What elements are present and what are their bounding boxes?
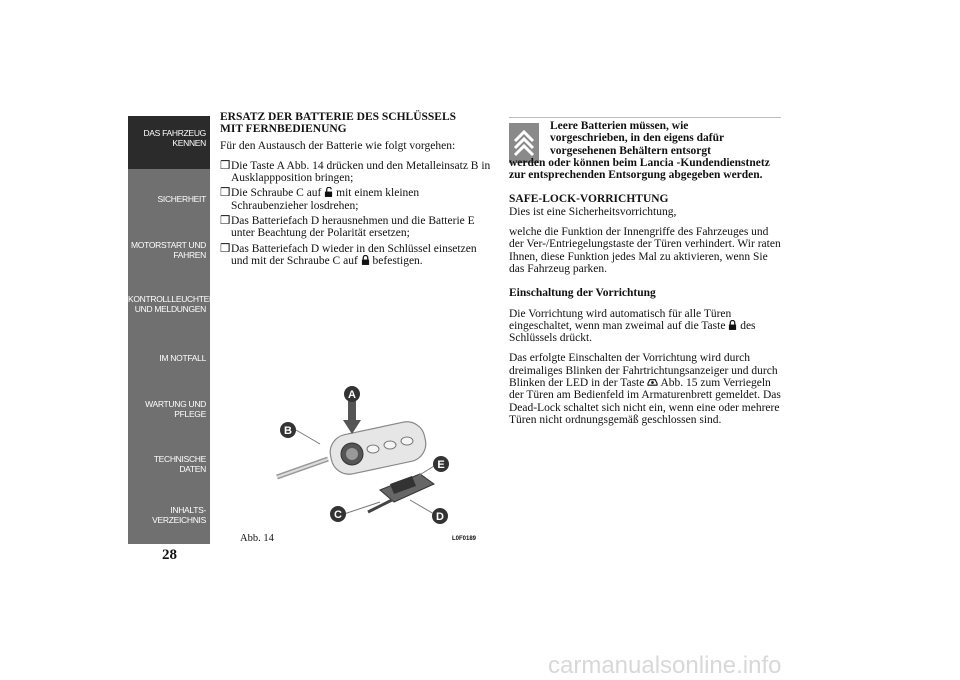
right-column <box>509 120 781 434</box>
tab-motorstart-und-fahren[interactable]: MOTORSTART UND FAHREN <box>131 240 206 260</box>
car-lock-icon <box>647 377 658 387</box>
checkbox-bullet: ❒ <box>220 187 231 200</box>
activation-text: Die Vorrichtung wird automatisch für alle Türen eingeschaltet, wenn man zweimal auf die Taste des Schlüssels drückt. <box>509 307 756 345</box>
label-c: C <box>334 509 342 521</box>
activation-heading: Einschaltung der Vorrichtung <box>509 287 656 300</box>
figure-caption: Abb. 14 <box>240 533 274 544</box>
label-b: B <box>284 425 292 437</box>
tab-kontrollleuchten[interactable]: KONTROLLLEUCHTEN UND MELDUNGEN <box>128 294 215 314</box>
lock-icon <box>728 320 737 330</box>
tab-inhaltsverzeichnis[interactable]: INHALTS- VERZEICHNIS <box>152 505 206 525</box>
warning-rule <box>509 117 781 118</box>
label-d: D <box>436 511 444 523</box>
label-a: A <box>348 389 356 401</box>
tab-technische-daten[interactable]: TECHNISCHE DATEN <box>153 454 206 474</box>
list-item: ❒ Das Batteriefach D wieder in den Schlüssel einsetzen und mit der Schraube C auf befestigen. <box>220 242 477 267</box>
safelock-intro: Dies ist eine Sicherheitsvorrichtung, <box>509 205 677 218</box>
label-e: E <box>437 459 445 471</box>
tab-im-notfall[interactable]: IM NOTFALL <box>159 353 206 363</box>
checkbox-bullet: ❒ <box>220 159 231 172</box>
list-item: ❒ Die Taste A Abb. 14 drücken und den Metalleinsatz B in Ausklappposition bringen; <box>220 159 491 185</box>
tab-das-fahrzeug-kennen[interactable]: DAS FAHRZEUG KENNEN <box>128 116 210 169</box>
safelock-description: welche die Funktion der Innengriffe des Fahrzeuges und der Ver-/Entriegelungstaste der Türen verhindert. Wir raten Ihnen, diese Funktion jedes Mal zu aktivieren, wenn Sie das Fahrzeug parken. <box>509 226 781 275</box>
intro-text: Für den Austausch der Batterie wie folgt vorgehen: <box>220 139 456 152</box>
unlock-icon <box>324 187 333 197</box>
tab-wartung-und-pflege[interactable]: WARTUNG UND PFLEGE <box>145 399 206 419</box>
list-item: ❒ Das Batteriefach D herausnehmen und die Batterie E unter Beachtung der Polarität ersetzen; <box>220 215 475 240</box>
activation-confirmation: Das erfolgte Einschalten der Vorrichtung wird durch dreimaliges Blinken der Fahrtrichtungsanzeiger und durch Blinken der LED in der Taste Abb. 15 zum Verriegeln der Türen am Bedienfeld im Armaturenbrett gemeldet. Das Dead-Lock schaltet sich nicht ein, wenn eine oder mehrere Türen nicht ordnungsgemäß geschlossen sind. <box>509 352 781 426</box>
environment-warning: Leere Batterien müssen, wie vorgeschrieben, in den eigens dafür vorgesehenen Behältern entsorgt werden oder können beim Lancia -Kundendienstnetz zur entsprechenden Entsorgung abgegeben werden. <box>509 120 770 182</box>
tab-sicherheit[interactable]: SICHERHEIT <box>157 194 206 204</box>
battery-heading: ERSATZ DER BATTERIE DES SCHLÜSSELS MIT FERNBEDIENUNG <box>220 111 457 136</box>
figure-code: L0F0189 <box>452 536 477 542</box>
key-battery-illustration <box>240 382 474 532</box>
checkbox-bullet: ❒ <box>220 242 231 255</box>
list-item: ❒ Die Schraube C auf mit einem kleinen Schraubenzieher losdrehen; <box>220 187 420 212</box>
checkbox-bullet: ❒ <box>220 215 231 228</box>
safelock-heading: SAFE-LOCK-VORRICHTUNG <box>509 193 669 206</box>
page-number: 28 <box>162 547 177 563</box>
watermark: carmanualsonline.info <box>548 652 782 679</box>
lock-icon <box>361 255 370 265</box>
left-column <box>220 111 492 267</box>
